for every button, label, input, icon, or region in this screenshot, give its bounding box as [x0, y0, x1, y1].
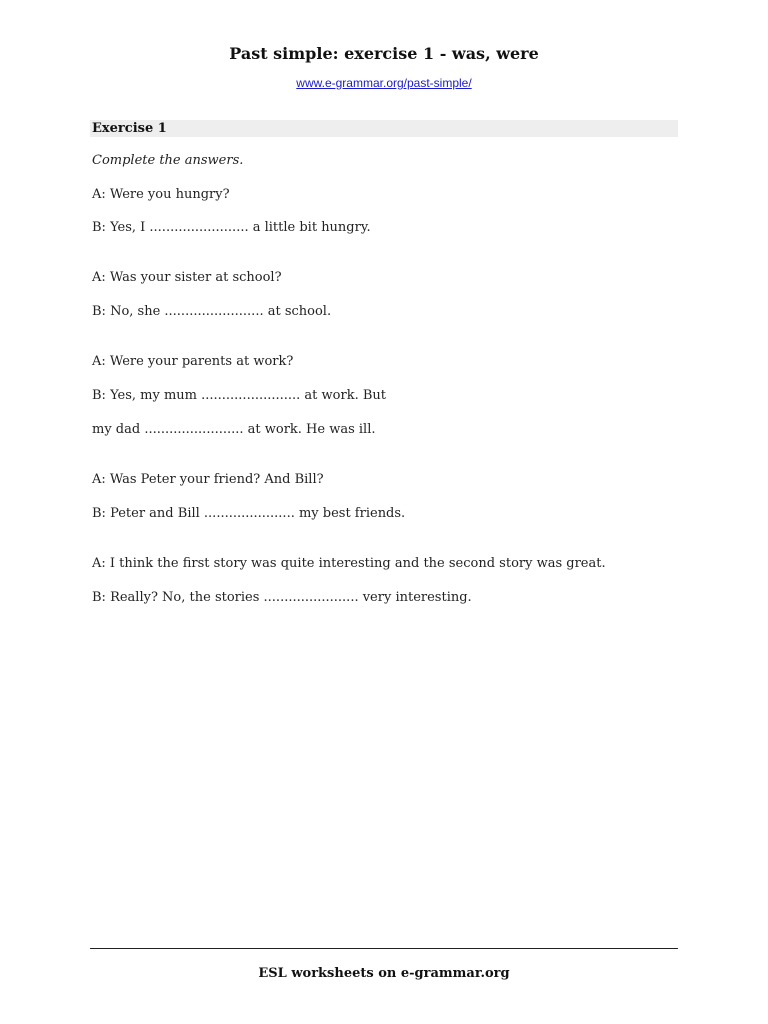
exercise-label: Exercise 1 [92, 121, 167, 136]
exercise-line: B: Yes, my mum ........................ at work. But [92, 388, 386, 403]
exercise-line: my dad ........................ at work. He was ill. [92, 422, 376, 437]
source-link[interactable]: www.e-grammar.org/past-simple/ [296, 76, 472, 90]
exercise-line: B: Peter and Bill ...................... my best friends. [92, 506, 406, 521]
exercise-line: A: Were you hungry? [92, 187, 230, 202]
exercise-line: A: Was your sister at school? [92, 270, 282, 285]
footer-text: ESL worksheets on e-grammar.org [258, 966, 510, 981]
page-title: Past simple: exercise 1 - was, were [229, 44, 539, 63]
exercise-line: B: Yes, I ........................ a little bit hungry. [92, 220, 371, 235]
exercise-line: B: No, she ........................ at school. [92, 304, 332, 319]
footer-divider [90, 948, 678, 949]
exercise-line: B: Really? No, the stories ....................... very interesting. [92, 590, 472, 605]
exercise-line: A: I think the first story was quite interesting and the second story was great. [92, 556, 606, 571]
exercise-line: A: Was Peter your friend? And Bill? [92, 472, 324, 487]
exercise-line: A: Were your parents at work? [92, 354, 294, 369]
source-link-container [0, 76, 768, 90]
exercise-header-bar [90, 120, 678, 137]
exercise-instruction: Complete the answers. [92, 153, 244, 168]
